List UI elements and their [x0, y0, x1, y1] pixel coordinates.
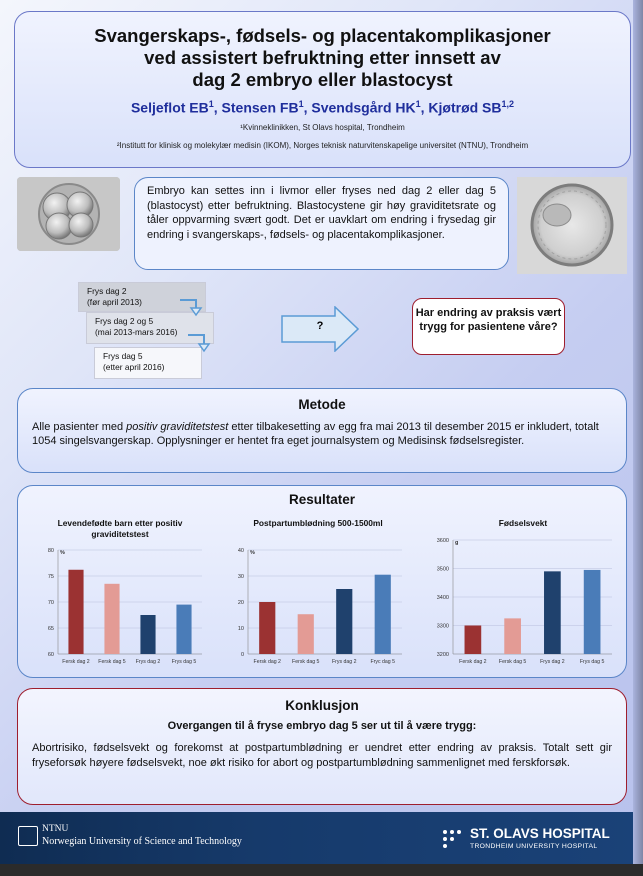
bar — [336, 589, 352, 654]
chart-title: Fødselsvekt — [498, 518, 548, 528]
y-tick-label: 70 — [47, 600, 54, 606]
title-line: dag 2 embryo eller blastocyst — [192, 69, 453, 90]
x-tick-label: Frys dag 5 — [579, 659, 605, 665]
bar — [176, 605, 191, 654]
x-tick-label: Fersk dag 2 — [62, 659, 90, 665]
metode-emphasis: positiv graviditetstest — [126, 420, 229, 433]
timeline-label: Frys dag 5 — [103, 351, 143, 361]
metode-panel — [17, 388, 627, 473]
chart-live-births — [28, 544, 208, 672]
affiliations — [15, 122, 630, 151]
y-tick-label: 3200 — [436, 652, 449, 658]
poster-title — [15, 25, 630, 91]
x-tick-label: Frys dag 5 — [171, 659, 197, 665]
bar — [298, 614, 314, 654]
x-tick-label: Frys dag 2 — [135, 659, 161, 665]
bar — [375, 575, 391, 654]
hospital-name: ST. OLAVS HOSPITAL — [470, 826, 610, 841]
arrow-question-mark: ? — [316, 320, 324, 332]
x-tick-label: Fersk dag 2 — [253, 659, 281, 665]
konklusjon-subheading: Overgangen til å fryse embryo dag 5 ser ut til å være trygg: — [167, 720, 477, 732]
author-affiliation-mark: 1 — [415, 99, 421, 109]
konklusjon-text: Abortrisiko, fødselsvekt og forekomst at postpartumblødning er uendret etter endring av praksis. Totalt sett gir fryseforsøk høyere fødselsvekt, noe økt risiko for abort og postpartumblødning sammenlignet med ferskforsøk. — [32, 742, 612, 769]
y-tick-label: 3500 — [436, 566, 449, 573]
x-tick-label: Fersk dag 5 — [98, 659, 126, 665]
bar — [259, 602, 275, 654]
arrow-head-icon — [199, 344, 209, 351]
x-tick-label: Frys dag 2 — [540, 659, 565, 665]
y-tick-label: 75 — [47, 574, 54, 580]
title-line: ved assistert befruktning etter innsett av — [144, 47, 501, 68]
resultater-panel — [17, 485, 627, 678]
bar — [68, 570, 83, 654]
blastocyst-image — [517, 177, 627, 274]
x-tick-label: Fryc dag 5 — [370, 659, 396, 665]
timeline-period: (mai 2013-mars 2016) — [95, 327, 178, 337]
author-name: Seljeflot EB — [130, 99, 209, 116]
ntnu-short-name: NTNU — [42, 824, 69, 834]
bar — [504, 618, 521, 654]
y-tick-label: 3300 — [436, 623, 449, 630]
metode-text — [32, 420, 612, 449]
chart-title: Postpartumblødning 500-1500ml — [253, 518, 383, 528]
axis-unit: % — [250, 550, 255, 556]
y-tick-label: 30 — [237, 574, 244, 580]
x-tick-label: Frys dag 2 — [331, 659, 357, 665]
bar — [140, 615, 155, 654]
y-tick-label: 3600 — [436, 538, 449, 544]
intro-text: Embryo kan settes inn i livmor eller fryses ned dag 2 eller dag 5 (blastocyst) etter befruktning. Blastocystene gir høy graviditetsrate og tåler oppvarming svært godt. Det er uavklart om endring i frysedag gir endring i svangerskaps-, fødsels- og placentakomplikasjoner. — [147, 185, 496, 241]
ntnu-full-name: Norwegian University of Science and Technology — [42, 836, 242, 847]
timeline-label: Frys dag 2 og 5 — [95, 316, 154, 326]
resultater-heading: Resultater — [288, 492, 356, 507]
hospital-subtitle: TRONDHEIM UNIVERSITY HOSPITAL — [470, 843, 598, 850]
axis-unit: g — [455, 540, 459, 546]
timeline-period: (før april 2013) — [87, 297, 142, 307]
y-tick-label: 0 — [240, 652, 244, 658]
affiliation-line: ²Institutt for klinisk og molekylær medisin (IKOM), Norges teknisk naturvitenskapelige universitet (NTNU), Trondheim — [116, 140, 529, 150]
research-question-text: Har endring av praksis vært trygg for pasientene våre? — [415, 307, 562, 333]
chart-birth-weight — [423, 534, 618, 672]
author-name: Stensen FB — [221, 99, 299, 116]
metode-heading: Metode — [298, 397, 346, 412]
title-panel — [14, 11, 631, 168]
research-question — [412, 298, 565, 355]
y-tick-label: 80 — [47, 548, 54, 554]
author-name: Kjøtrød SB — [428, 99, 502, 116]
author-list: Seljeflot $EB^1$, Stensen $FB^1$, Svendsgård $HK^1$, Kjøtrød SB$^{1,2}$ — [130, 99, 515, 116]
author-affiliation-mark: 1,2 — [501, 99, 515, 109]
arrow-head-icon — [191, 308, 201, 315]
y-tick-label: 40 — [237, 548, 244, 554]
timeline-label: Frys dag 2 — [87, 286, 127, 296]
page-edge-shadow — [633, 0, 643, 876]
konklusjon-heading: Konklusjon — [285, 698, 359, 713]
bar — [465, 626, 482, 655]
konklusjon-panel — [17, 688, 627, 805]
timeline-period: (etter april 2016) — [103, 362, 165, 372]
blastocyst-illustration — [517, 177, 627, 274]
y-tick-label: 60 — [47, 652, 54, 658]
author-affiliation-mark: 1 — [298, 99, 304, 109]
author-name: Svendsgård HK — [311, 99, 416, 116]
y-tick-label: 65 — [47, 626, 54, 632]
chart-postpartum-bleeding — [218, 544, 408, 672]
bar — [104, 584, 119, 654]
intro-panel — [134, 177, 509, 270]
timeline-arrows — [180, 298, 220, 356]
y-tick-label: 20 — [237, 600, 244, 606]
x-tick-label: Fersk dag 5 — [498, 659, 527, 665]
page-bottom-edge — [0, 864, 643, 876]
day2-embryo-image — [17, 177, 120, 251]
x-tick-label: Fersk dag 5 — [292, 659, 320, 665]
footer-banner — [0, 812, 643, 864]
metode-text-part: Alle pasienter med — [32, 420, 127, 433]
author-affiliation-mark: 1 — [208, 99, 214, 109]
y-tick-label: 3400 — [436, 595, 449, 601]
chart-title: Levendefødte barn etter positiv graviditetstest — [57, 518, 183, 539]
bar — [584, 570, 601, 654]
affiliation-line: ¹Kvinneklinikken, St Olavs hospital, Trondheim — [240, 122, 405, 132]
axis-unit: % — [60, 550, 65, 556]
embryo-illustration — [17, 177, 120, 251]
ntnu-logo-icon — [18, 826, 38, 846]
metode-text-part: etter tilbakesetting av egg fra mai 2013 til desember 2015 er inkludert, totalt 1054 singelsvangerskap. Opplysninger er hentet fra eget journalsystem og Medisinsk fødselsregister. — [32, 420, 599, 447]
title-line: Svangerskaps-, fødsels- og placentakomplikasjoner — [94, 25, 551, 46]
y-tick-label: 10 — [237, 626, 244, 632]
bar — [544, 571, 561, 654]
x-tick-label: Fersk dag 2 — [459, 659, 487, 665]
